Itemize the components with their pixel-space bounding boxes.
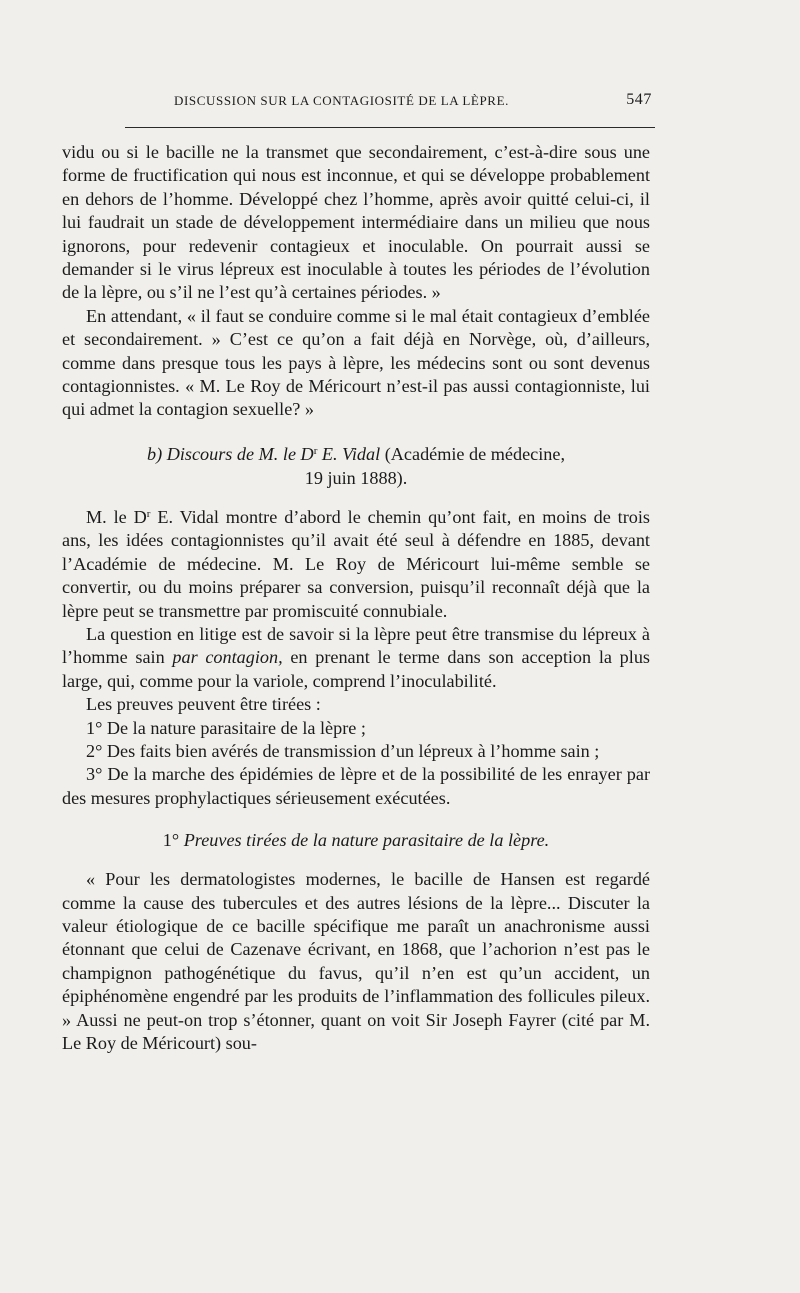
- section-source: (Académie de médecine,: [384, 443, 565, 464]
- section-label: b): [147, 443, 163, 464]
- running-title: DISCUSSION SUR LA CONTAGIOSITÉ DE LA LÈPRE.: [174, 93, 509, 108]
- section-heading-b: [62, 442, 650, 490]
- paragraph: vidu ou si le bacille ne la transmet que secondairement, c’est-à-dire sous une forme de fructification qui nous est inconnue, et qui se développe probablement en dehors de l’homme. Développé chez l’homme, après avoir quitté celui-ci, il lui faudrait un stade de développement intermédiaire dans un milieu que nous ignorons, pour redevenir contagieux et inoculable. On pourrait aussi se demander si le virus lépreux est inoculable à toutes les périodes de l’évolution de la lèpre, ou s’il ne l’est qu’à certaines périodes. »: [62, 142, 650, 303]
- page-body: [62, 141, 650, 1055]
- section-speaker-name: E. Vidal: [321, 443, 381, 464]
- page-number: 547: [626, 91, 652, 108]
- paragraph: La question en litige est de savoir si la lèpre peut être transmise du lépreux à l’homme sain par contagion, en prenant le terme dans son acception la plus large, qui, comme pour la variole, comprend l’inoculabilité.: [62, 623, 650, 691]
- paragraph: M. le $D^r$ E. Vidal montre d’abord le chemin qu’ont fait, en moins de trois ans, les idées contagionnistes qu’il avait été seul à défendre en 1885, devant l’Académie de médecine. M. Le Roy de Méricourt lui-même semble se convertir, ou du moins préparer sa conversion, puisqu’il reconnaît déjà que la lèpre peut se transmettre par promiscuité connubiale.: [62, 506, 650, 621]
- superscript: r: [313, 444, 318, 457]
- section-speaker: Discours de M. le D: [166, 443, 314, 464]
- list-item: 3° De la marche des épidémies de lèpre et de la possibilité de les enrayer par des mesures prophylactiques sérieusement exécutées.: [62, 764, 650, 808]
- section-date: 19 juin 1888).: [304, 467, 408, 488]
- list-item: 2° Des faits bien avérés de transmission d’un lépreux à l’homme sain ;: [86, 740, 600, 761]
- header-rule: [125, 127, 655, 128]
- paragraph: Les preuves peuvent être tirées :: [86, 694, 321, 715]
- section-heading-1: [62, 828, 650, 852]
- section-title: Preuves tirées de la nature parasitaire de la lèpre.: [183, 830, 550, 851]
- paragraph: En attendant, « il faut se conduire comme si le mal était contagieux d’emblée et secondairement. » C’est ce qu’on a fait déjà en Norvège, où, d’ailleurs, comme dans presque tous les pays à lèpre, les médecins sont ou sont devenus contagionnistes. « M. Le Roy de Méricourt n’est-il pas aussi contagionniste, lui qui admet la contagion sexuelle? »: [62, 305, 650, 420]
- list-item: 1° De la nature parasitaire de la lèpre ;: [86, 717, 366, 738]
- section-number: 1°: [162, 830, 180, 851]
- paragraph: « Pour les dermatologistes modernes, le bacille de Hansen est regardé comme la cause des tubercules et des autres lésions de la lèpre... Discuter la valeur étiologique de ce bacille spécifique me paraît un anachronisme aussi étonnant que celui de Cazenave écrivant, en 1868, que l’achorion n’est pas le champignon pathogénétique du favus, qu’il n’en est qu’un accident, un épiphénomène engendré par les produits de l’inflammation des follicules pileux. » Aussi ne peut-on trop s’étonner, quant on voit Sir Joseph Fayrer (cité par M. Le Roy de Méricourt) sou-: [62, 869, 650, 1053]
